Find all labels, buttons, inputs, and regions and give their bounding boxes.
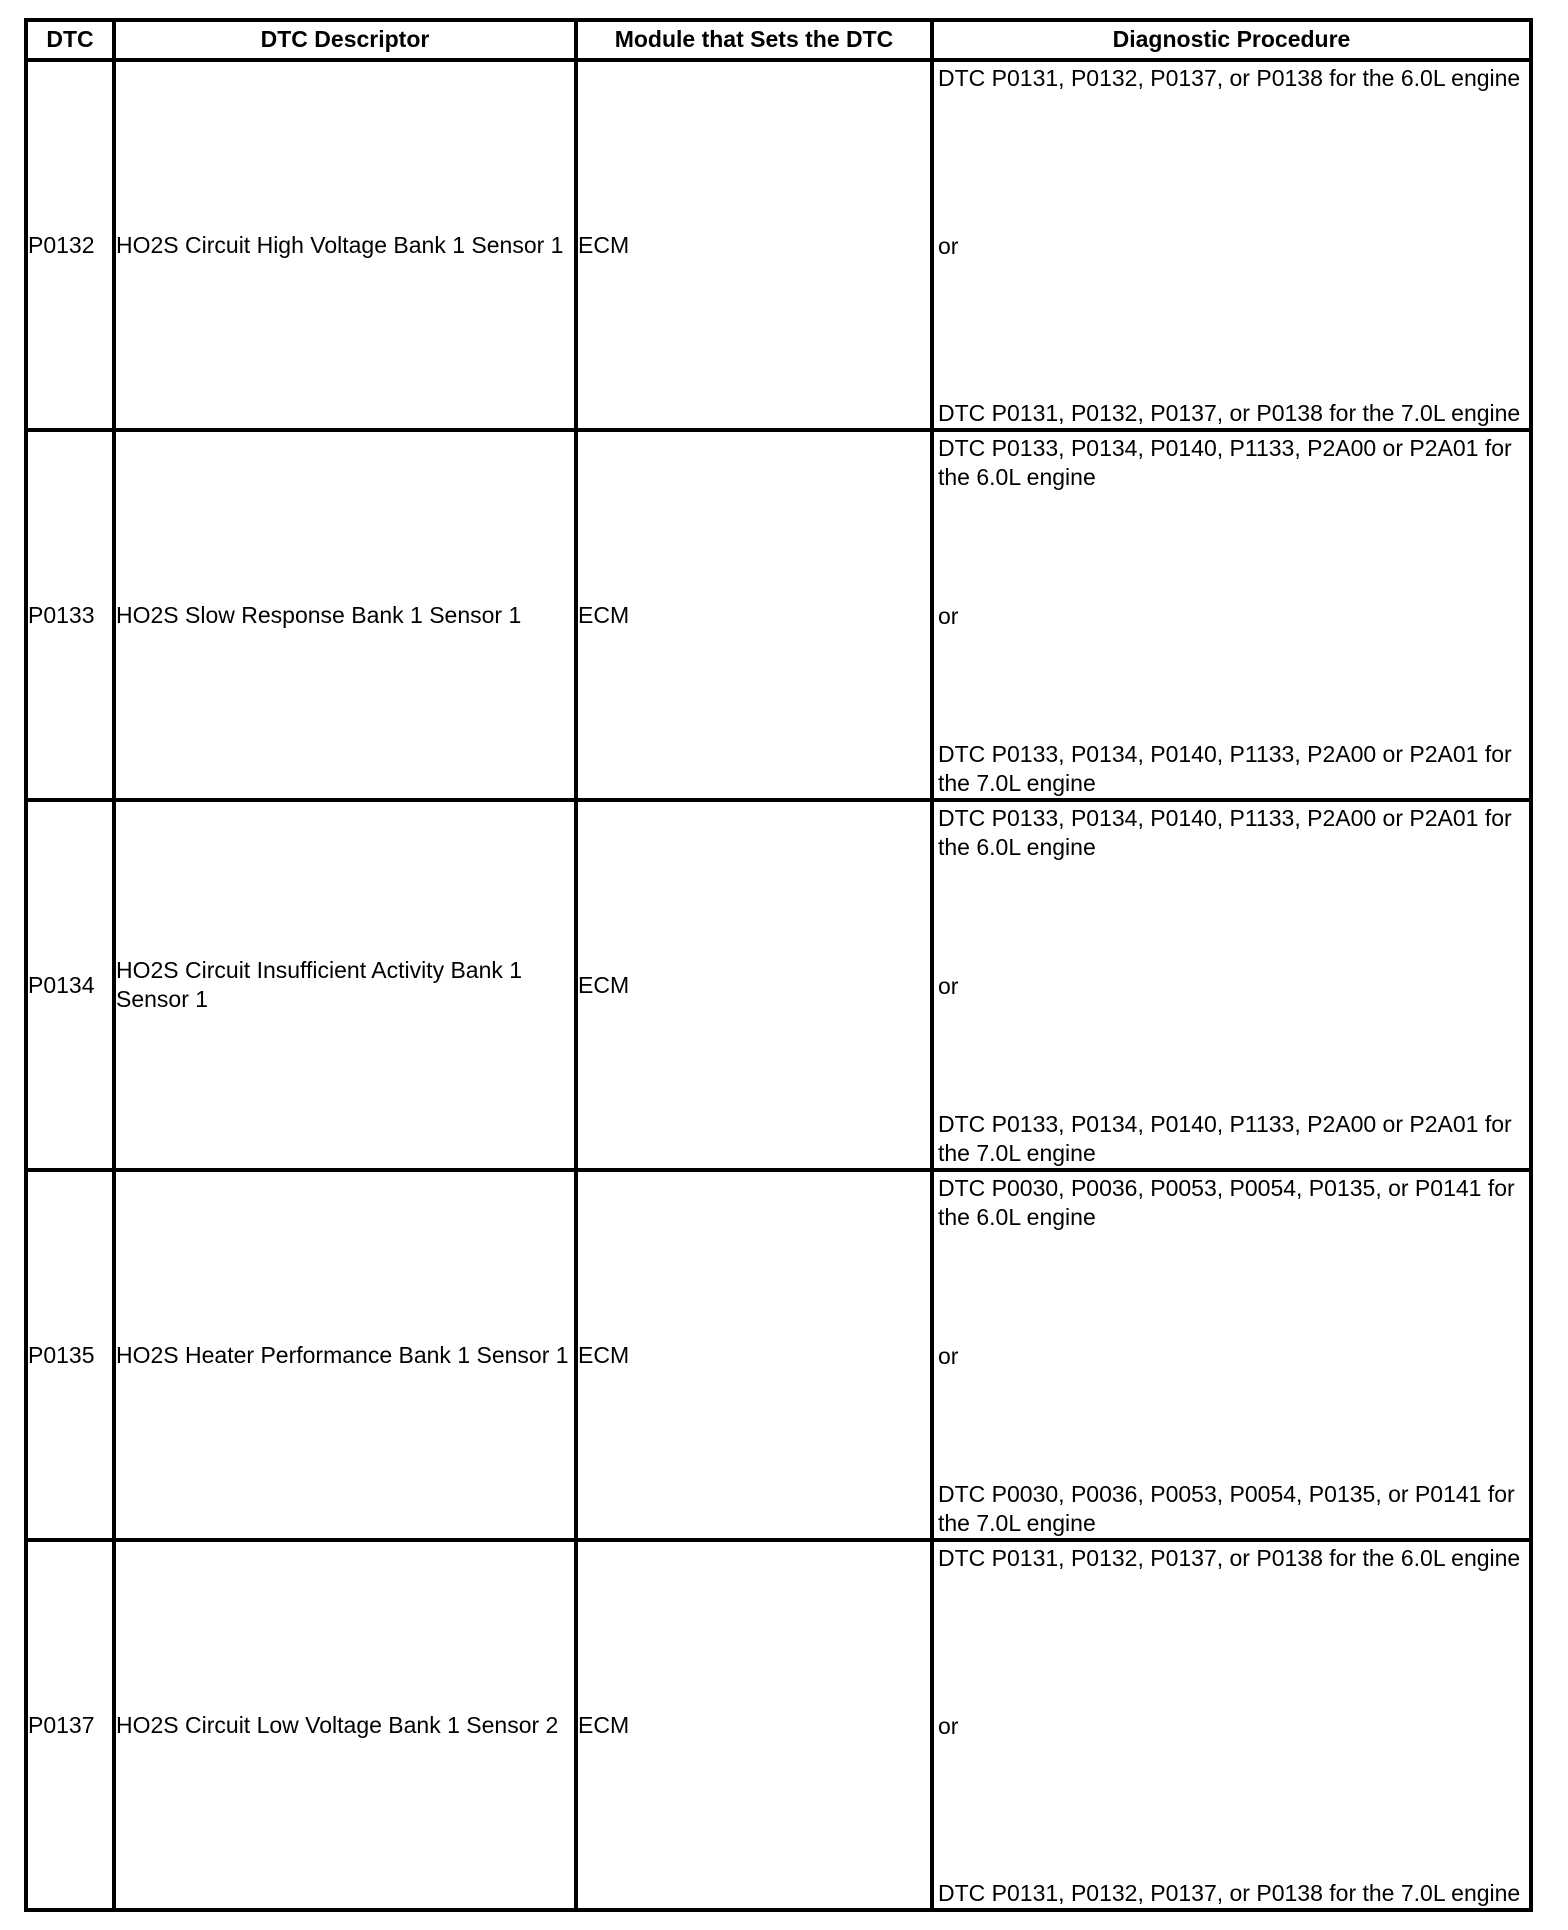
diagnostic-procedure — [932, 1170, 1531, 1540]
header-descriptor: DTC Descriptor — [114, 20, 576, 60]
dtc-module: ECM — [576, 800, 932, 1170]
table-row — [26, 1540, 1531, 1910]
dtc-descriptor: HO2S Heater Performance Bank 1 Sensor 1 — [114, 1170, 576, 1540]
procedure-link-7-0l[interactable]: DTC P0133, P0134, P0140, P1133, P2A00 or P2A01 for the 7.0L engine — [938, 741, 1512, 796]
procedure-or: or — [938, 232, 959, 259]
dtc-code: P0132 — [26, 60, 114, 430]
procedure-link-7-0l[interactable]: DTC P0131, P0132, P0137, or P0138 for the 7.0L engine — [938, 400, 1521, 426]
dtc-code: P0137 — [26, 1540, 114, 1910]
table-row — [26, 800, 1531, 1170]
procedure-or: or — [938, 972, 959, 999]
dtc-descriptor: HO2S Slow Response Bank 1 Sensor 1 — [114, 430, 576, 800]
table-row — [26, 60, 1531, 430]
procedure-or: or — [938, 1712, 959, 1739]
procedure-link-6-0l[interactable]: DTC P0133, P0134, P0140, P1133, P2A00 or P2A01 for the 6.0L engine — [938, 435, 1512, 490]
header-module: Module that Sets the DTC — [576, 20, 932, 60]
diagnostic-procedure — [932, 1540, 1531, 1910]
procedure-link-6-0l[interactable]: DTC P0131, P0132, P0137, or P0138 for the 6.0L engine — [938, 1545, 1521, 1571]
procedure-or: or — [938, 1342, 959, 1369]
diagnostic-procedure — [932, 800, 1531, 1170]
dtc-module: ECM — [576, 430, 932, 800]
diagnostic-procedure — [932, 430, 1531, 800]
dtc-descriptor: HO2S Circuit Low Voltage Bank 1 Sensor 2 — [114, 1540, 576, 1910]
table-body — [26, 60, 1531, 1910]
dtc-module: ECM — [576, 1170, 932, 1540]
dtc-table — [24, 18, 1533, 1912]
dtc-code: P0133 — [26, 430, 114, 800]
dtc-code: P0134 — [26, 800, 114, 1170]
table-row — [26, 430, 1531, 800]
procedure-link-7-0l[interactable]: DTC P0133, P0134, P0140, P1133, P2A00 or P2A01 for the 7.0L engine — [938, 1111, 1512, 1166]
header-dtc: DTC — [26, 20, 114, 60]
procedure-link-7-0l[interactable]: DTC P0131, P0132, P0137, or P0138 for the 7.0L engine — [938, 1880, 1521, 1906]
table-row — [26, 1170, 1531, 1540]
procedure-link-6-0l[interactable]: DTC P0030, P0036, P0053, P0054, P0135, or P0141 for the 6.0L engine — [938, 1175, 1515, 1230]
dtc-code: P0135 — [26, 1170, 114, 1540]
procedure-link-7-0l[interactable]: DTC P0030, P0036, P0053, P0054, P0135, or P0141 for the 7.0L engine — [938, 1481, 1515, 1536]
dtc-module: ECM — [576, 1540, 932, 1910]
diagnostic-procedure — [932, 60, 1531, 430]
procedure-link-6-0l[interactable]: DTC P0131, P0132, P0137, or P0138 for the 6.0L engine — [938, 65, 1521, 91]
dtc-module: ECM — [576, 60, 932, 430]
header-row — [26, 20, 1531, 60]
dtc-descriptor: HO2S Circuit High Voltage Bank 1 Sensor 1 — [114, 60, 576, 430]
procedure-or: or — [938, 602, 959, 629]
table-header — [26, 20, 1531, 60]
dtc-descriptor: HO2S Circuit Insufficient Activity Bank 1 Sensor 1 — [114, 800, 576, 1170]
header-procedure: Diagnostic Procedure — [932, 20, 1531, 60]
procedure-link-6-0l[interactable]: DTC P0133, P0134, P0140, P1133, P2A00 or P2A01 for the 6.0L engine — [938, 805, 1512, 860]
